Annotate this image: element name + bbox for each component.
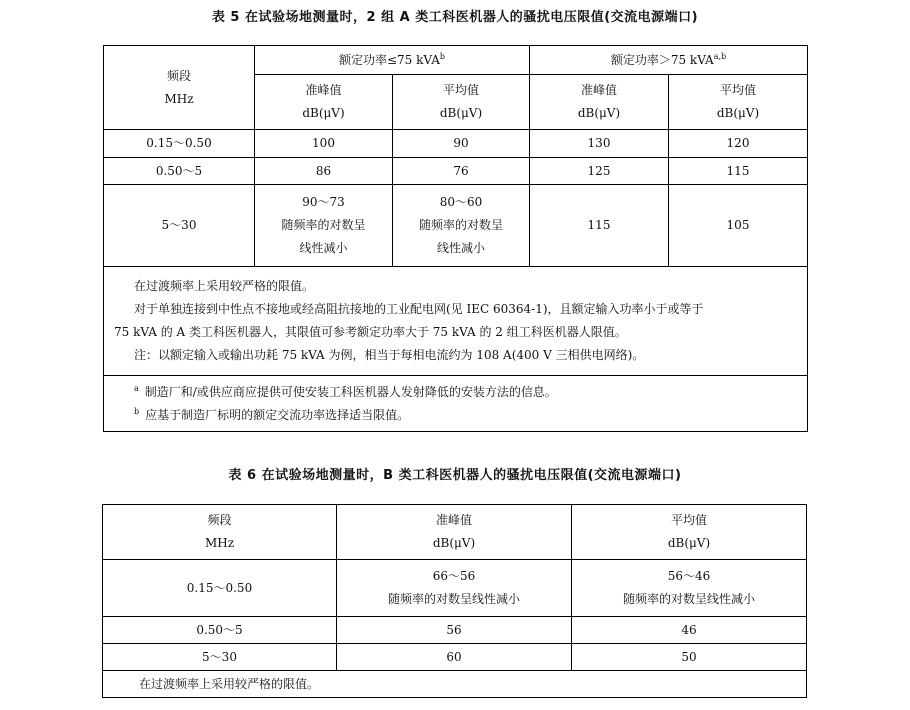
t5-r3-freq: 5～30 <box>104 185 255 267</box>
t6-header-qp <box>337 505 572 560</box>
t6-r2-freq: 0.50～5 <box>103 617 337 644</box>
t5-header-freq-unit: MHz <box>164 91 194 106</box>
t5-r1-freq: 0.15～0.50 <box>104 130 255 158</box>
t5-r3-gt-avg: 105 <box>669 185 808 267</box>
t6-r1-qp-value: 66～56 <box>432 569 476 583</box>
t5-note-4: 注：以额定输入或输出功耗 75 kVA 为例，相当于每相电流约为 108 A(400 V 三相供电网络)。 <box>134 348 645 362</box>
t5-note-1: 在过渡频率上采用较严格的限值。 <box>134 279 315 293</box>
t5-group-gt-sup: a,b <box>713 51 727 61</box>
t5-footnotes <box>104 376 808 432</box>
t5-r3-le-qp <box>255 185 393 267</box>
t5-r2-gt-qp: 125 <box>530 158 669 185</box>
t6-note <box>103 671 807 698</box>
table-row <box>104 130 808 158</box>
t6-header-qp-label: 准峰值 <box>435 513 472 527</box>
t5-r3-le-avg-value: 80～60 <box>439 195 483 209</box>
t5-r3-le-avg-desc2: 线性减小 <box>436 241 485 255</box>
t5-r1-gt-avg: 120 <box>669 130 808 158</box>
table-row <box>104 158 808 185</box>
t6-r3-avg: 50 <box>572 644 807 671</box>
table6-title: 表 6 在试验场地测量时，B 类工科医机器人的骚扰电压限值(交流电源端口) <box>228 468 682 483</box>
t6-r1-avg <box>572 560 807 617</box>
t5-footnote-b-text: 应基于制造厂标明的额定交流功率选择适当限值。 <box>145 407 410 422</box>
t6-r1-avg-desc: 随频率的对数呈线性减小 <box>622 592 755 606</box>
t5-footnote-a <box>114 381 801 404</box>
t5-header-gt-qp <box>530 75 669 130</box>
t6-header-avg <box>572 505 807 560</box>
t5-header-group-le <box>255 46 530 75</box>
t5-r2-freq: 0.50～5 <box>104 158 255 185</box>
t6-header-freq-unit: MHz <box>204 536 235 550</box>
t5-gt-qp-label: 准峰值 <box>580 83 617 97</box>
t5-footnote-b-mark: b <box>134 406 140 416</box>
t5-le-qp-label: 准峰值 <box>305 83 342 97</box>
t5-footnote-a-text: 制造厂和/或供应商应提供可使安装工科医机器人发射降低的安装方法的信息。 <box>144 384 557 399</box>
t5-header-le-avg <box>393 75 530 130</box>
t5-notes <box>104 267 808 376</box>
t5-note-2: 对于单独连接到中性点不接地或经高阻抗接地的工业配电网(见 IEC 60364-1)，且额定输入功率小于或等于 <box>134 302 704 316</box>
t6-header-avg-unit: dB(μV) <box>667 536 711 550</box>
table-row <box>103 617 807 644</box>
t5-footnote-b <box>114 404 801 427</box>
t6-header-avg-label: 平均值 <box>670 513 707 527</box>
t6-r2-avg: 46 <box>572 617 807 644</box>
t6-r1-freq: 0.15～0.50 <box>103 560 337 617</box>
t5-group-gt-label: 额定功率＞75 kVA <box>610 52 714 67</box>
t5-note-3: 75 kVA 的 A 类工科医机器人，其限值可参考额定功率大于 75 kVA 的 2 组工科医机器人限值。 <box>114 325 627 339</box>
t5-gt-qp-unit: dB(μV) <box>577 106 621 120</box>
t5-r2-le-avg: 76 <box>393 158 530 185</box>
t6-r1-qp <box>337 560 572 617</box>
t6-r1-avg-value: 56～46 <box>667 569 711 583</box>
t5-r2-gt-avg: 115 <box>669 158 808 185</box>
table5-title: 表 5 在试验场地测量时，2 组 A 类工科医机器人的骚扰电压限值(交流电源端口) <box>211 10 699 25</box>
t5-r3-gt-qp: 115 <box>530 185 669 267</box>
t5-header-gt-avg <box>669 75 808 130</box>
table-row <box>104 185 808 267</box>
t5-header-group-gt <box>530 46 808 75</box>
table6 <box>102 504 807 698</box>
t5-group-le-label: 额定功率≤75 kVA <box>338 52 440 67</box>
t6-header-qp-unit: dB(μV) <box>432 536 476 550</box>
t5-r1-le-avg: 90 <box>393 130 530 158</box>
t6-header-freq <box>103 505 337 560</box>
t5-r3-le-avg <box>393 185 530 267</box>
t5-gt-avg-label: 平均值 <box>719 83 756 97</box>
t5-gt-avg-unit: dB(μV) <box>716 106 760 120</box>
t6-r3-freq: 5～30 <box>103 644 337 671</box>
t5-r3-le-qp-desc1: 随频率的对数呈 <box>281 218 366 232</box>
t5-header-freq-label: 频段 <box>166 68 191 83</box>
t6-note-text: 在过渡频率上采用较严格的限值。 <box>139 676 320 691</box>
t5-r3-le-avg-desc1: 随频率的对数呈 <box>418 218 503 232</box>
t5-header-freq <box>104 46 255 130</box>
t5-r2-le-qp: 86 <box>255 158 393 185</box>
t5-le-avg-label: 平均值 <box>442 83 479 97</box>
table-row <box>103 644 807 671</box>
t6-r1-qp-desc: 随频率的对数呈线性减小 <box>387 592 520 606</box>
t5-footnote-a-mark: a <box>134 383 139 393</box>
t5-group-le-sup: b <box>439 51 446 61</box>
t5-r1-gt-qp: 130 <box>530 130 669 158</box>
t6-r2-qp: 56 <box>337 617 572 644</box>
table5 <box>103 45 808 432</box>
table-row <box>103 560 807 617</box>
t6-header-freq-label: 频段 <box>207 513 232 527</box>
t5-r1-le-qp: 100 <box>255 130 393 158</box>
t5-r3-le-qp-value: 90～73 <box>302 195 345 209</box>
t6-r3-qp: 60 <box>337 644 572 671</box>
t5-le-avg-unit: dB(μV) <box>439 106 483 120</box>
t5-le-qp-unit: dB(μV) <box>302 106 345 120</box>
t5-r3-le-qp-desc2: 线性减小 <box>299 241 348 255</box>
t5-header-le-qp <box>255 75 393 130</box>
